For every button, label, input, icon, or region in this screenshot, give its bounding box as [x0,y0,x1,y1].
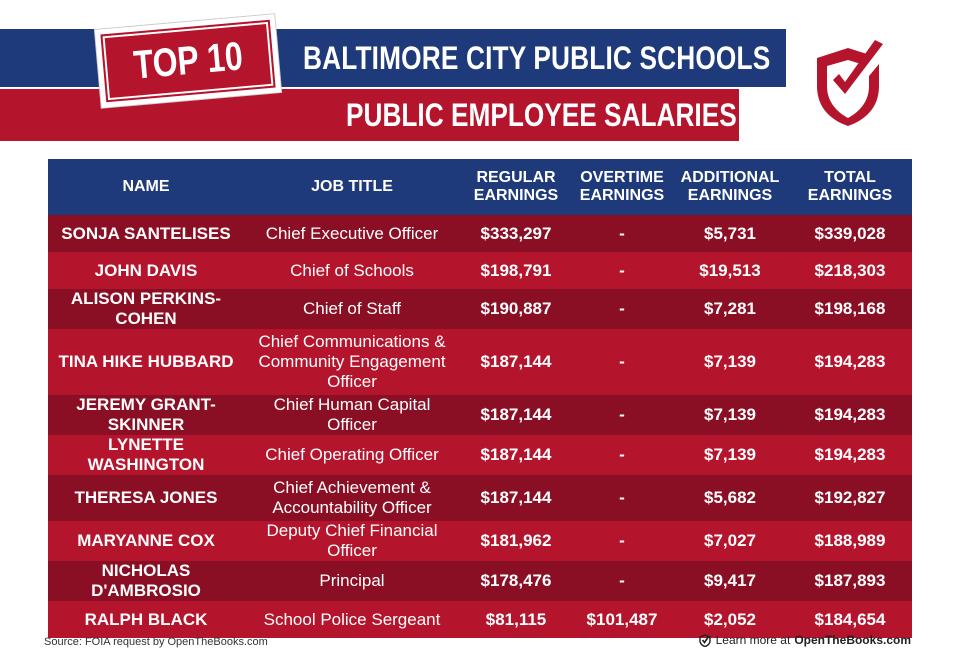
stamp-label: TOP 10 [131,33,245,88]
cell-total: $194,283 [814,352,886,371]
cell-total: $194,283 [814,405,886,424]
col-header-job-title: JOB TITLE [311,178,393,195]
page-title: BALTIMORE CITY PUBLIC SCHOOLS [303,40,771,76]
cell-additional: $7,139 [704,352,756,371]
cell-name: ALISON PERKINS-COHEN [70,289,222,328]
table-row [48,289,912,329]
cell-additional: $2,052 [704,609,756,629]
cell-total: $198,168 [814,299,886,318]
page-subtitle: PUBLIC EMPLOYEE SALARIES [346,97,737,133]
cell-job-title: Principal [319,571,385,590]
cell-job-title: Chief of Staff [303,299,401,318]
cell-overtime: $101,487 [586,609,658,629]
cell-overtime: - [619,531,625,550]
col-header-regular-earnings: REGULAR EARNINGS [473,169,559,204]
cell-name: LYNETTE WASHINGTON [87,435,205,474]
source-note: Source: FOIA request by OpenTheBooks.com [44,636,268,648]
table-row [48,475,912,521]
cell-name: MARYANNE COX [77,531,215,550]
check-shield-logo-icon [809,36,887,126]
cell-overtime: - [619,299,625,318]
cell-name: THERESA JONES [74,488,218,507]
cell-job-title: Chief of Schools [290,260,414,280]
cell-total: $218,303 [814,260,886,280]
cell-overtime: - [619,405,625,424]
cell-overtime: - [619,445,625,464]
col-header-total-earnings: TOTAL EARNINGS [807,169,893,204]
cell-job-title: Chief Executive Officer [265,223,439,243]
cell-job-title: Chief Achievement & Accountability Officer [272,478,432,517]
cell-overtime: - [619,571,625,590]
learn-more-link[interactable]: OpenTheBooks.com [794,633,911,647]
cell-regular: $198,791 [480,260,552,280]
check-shield-icon [698,633,712,647]
table-row [48,252,912,289]
cell-regular: $333,297 [480,223,552,243]
cell-job-title: School Police Sergeant [263,609,441,629]
cell-overtime: - [619,488,625,507]
cell-additional: $19,513 [699,260,761,280]
cell-job-title: Chief Human Capital Officer [273,395,431,434]
learn-more[interactable] [698,633,911,647]
cell-name: NICHOLAS D'AMBROSIO [91,561,201,600]
col-header-overtime-earnings: OVERTIME EARNINGS [579,169,665,204]
learn-more-prefix: Learn more at [715,633,791,647]
cell-additional: $5,682 [704,488,756,507]
table-header-row [48,159,912,215]
cell-additional: $7,139 [704,405,756,424]
cell-overtime: - [619,260,625,280]
cell-additional: $7,027 [704,531,756,550]
cell-overtime: - [619,352,625,371]
table-row [48,435,912,475]
table-row [48,215,912,252]
table-row [48,561,912,601]
cell-name: RALPH BLACK [84,609,208,629]
cell-additional: $9,417 [704,571,756,590]
cell-total: $339,028 [814,223,886,243]
cell-total: $184,654 [814,609,886,629]
cell-regular: $178,476 [480,571,552,590]
cell-additional: $7,281 [704,299,756,318]
cell-regular: $81,115 [485,609,547,629]
cell-regular: $187,144 [480,405,552,424]
cell-total: $187,893 [814,571,886,590]
cell-name: JOHN DAVIS [94,260,198,280]
cell-additional: $5,731 [704,223,756,243]
cell-name: TINA HIKE HUBBARD [58,352,234,371]
cell-regular: $187,144 [480,445,552,464]
cell-name: SONJA SANTELISES [61,223,231,243]
cell-job-title: Chief Communications & Community Engagement Officer [258,332,446,391]
table-row [48,521,912,561]
cell-regular: $187,144 [480,488,552,507]
cell-total: $194,283 [814,445,886,464]
cell-regular: $190,887 [480,299,552,318]
cell-regular: $187,144 [480,352,552,371]
cell-total: $192,827 [814,488,886,507]
cell-regular: $181,962 [480,531,552,550]
cell-job-title: Chief Operating Officer [265,445,439,464]
cell-additional: $7,139 [704,445,756,464]
cell-job-title: Deputy Chief Financial Officer [266,521,438,560]
col-header-additional-earnings: ADDITIONAL EARNINGS [680,169,780,204]
cell-total: $188,989 [814,531,886,550]
table-row [48,329,912,395]
table-row [48,395,912,435]
top-10-stamp [95,14,281,107]
col-header-name: NAME [122,178,170,195]
cell-overtime: - [619,223,625,243]
salary-table [48,159,912,638]
cell-name: JEREMY GRANT-SKINNER [76,395,216,434]
